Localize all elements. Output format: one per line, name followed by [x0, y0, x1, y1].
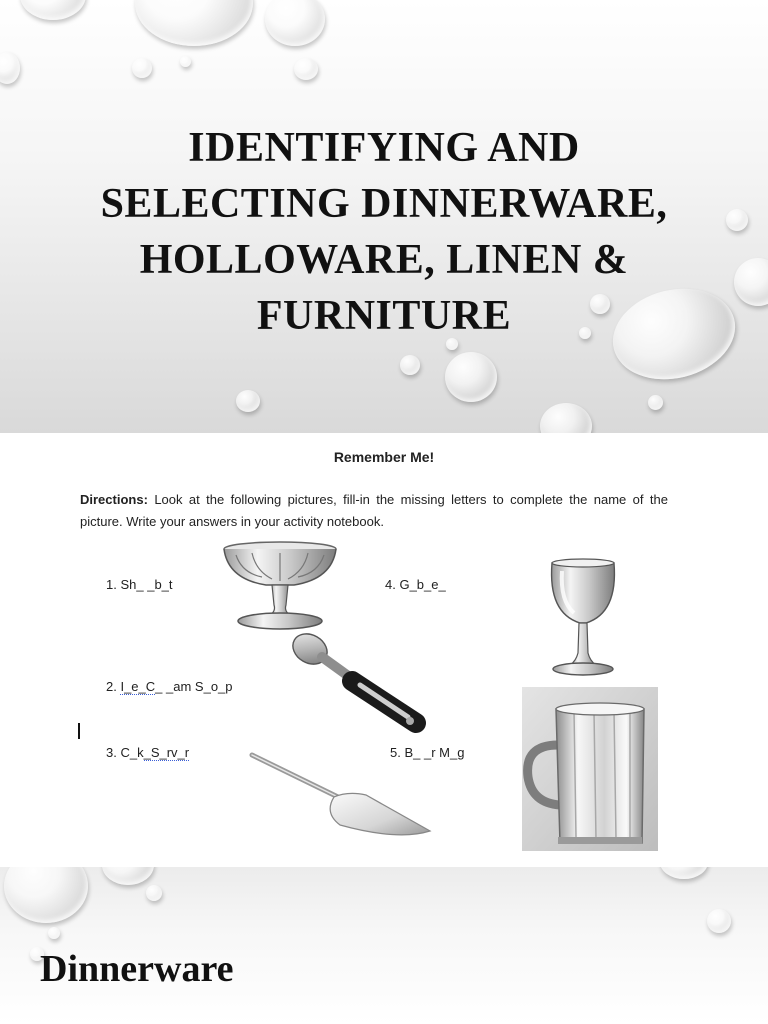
worksheet-heading: Remember Me! [333, 449, 435, 465]
item-answer: Sh_ _b_t [120, 577, 173, 592]
water-drop [707, 909, 731, 933]
text-cursor [78, 723, 80, 739]
water-drop [294, 58, 318, 80]
item-answer-part: _ _am S_o_p [155, 679, 233, 694]
item-number: 1. [106, 577, 117, 592]
ice-cream-scoop-image [288, 631, 428, 737]
title-line: FURNITURE [256, 293, 512, 339]
water-drop [445, 352, 497, 402]
directions-text: Look at the following pictures, fill-in the missing letters to complete the name of the picture. Write your answers in your activity notebook. [80, 492, 668, 529]
water-drop [648, 395, 663, 410]
item-answer: G_b_e_ [399, 577, 446, 592]
item-1 [106, 577, 173, 592]
item-number: 3. [106, 745, 117, 760]
water-drop [265, 0, 325, 46]
beer-mug-image [522, 687, 658, 851]
water-drop [726, 209, 748, 231]
cake-server-image [248, 751, 434, 843]
item-answer-part: C_k [120, 745, 144, 760]
item-number: 4. [385, 577, 396, 592]
title-line: IDENTIFYING AND [188, 125, 580, 171]
dinnerware-title: Dinnerware [40, 948, 234, 990]
title-slide [0, 0, 768, 433]
water-drop [132, 58, 152, 78]
water-drop [236, 390, 260, 412]
item-answer-part: I_e_C [120, 679, 156, 694]
water-drop [48, 927, 60, 939]
sherbet-glass-image [222, 541, 338, 631]
water-drop [0, 52, 20, 84]
water-drop [146, 885, 162, 901]
item-number: 2. [106, 679, 117, 694]
water-drop [540, 403, 592, 433]
item-number: 5. [390, 745, 401, 760]
water-drop [734, 258, 768, 306]
worksheet [0, 433, 768, 867]
item-answer: B_ _r M_g [404, 745, 465, 760]
title-line: SELECTING DINNERWARE, [100, 181, 668, 227]
directions [80, 489, 668, 532]
water-drop [102, 867, 154, 885]
item-2 [106, 679, 233, 694]
water-drop [400, 355, 420, 375]
water-drop [660, 867, 708, 879]
slide-title [40, 120, 728, 344]
directions-label: Directions: [80, 492, 148, 507]
dinnerware-slide [0, 867, 768, 1024]
item-answer-part: _S_rv_r [143, 745, 190, 760]
water-drop [20, 0, 86, 20]
water-drop [4, 867, 88, 923]
title-line: HOLLOWARE, LINEN & [139, 237, 629, 283]
water-drop [135, 0, 253, 46]
water-drop [180, 56, 191, 67]
item-4 [385, 577, 446, 592]
item-3 [106, 745, 189, 760]
goblet-image [546, 557, 620, 679]
